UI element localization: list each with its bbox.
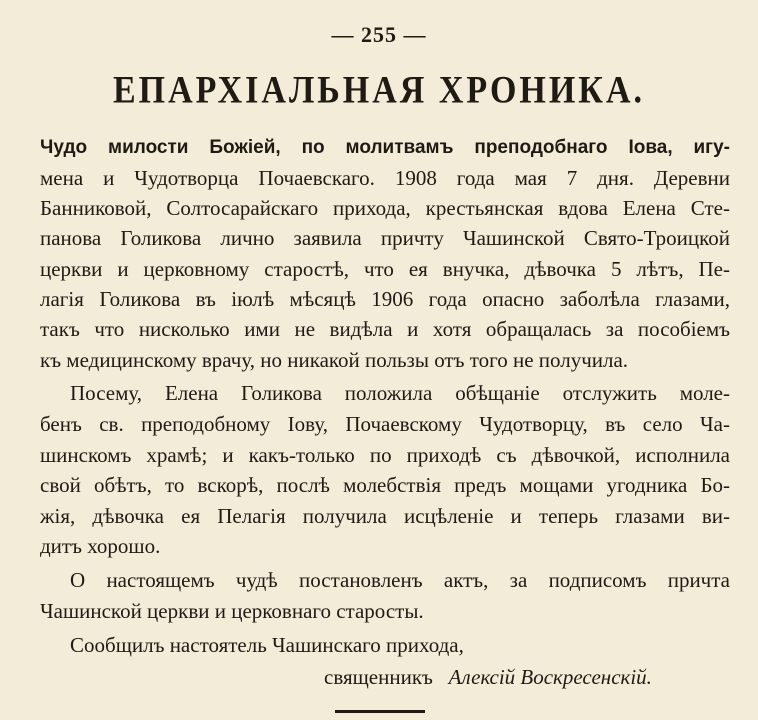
article-line: такъ что нисколько ими не видѣла и хотя обращалась за пособіемъ (40, 317, 730, 341)
page-number: — 255 — (331, 22, 427, 47)
article-line: свой обѣтъ, то вскорѣ, послѣ молебствія предъ мощами угодника Бо- (40, 473, 730, 497)
article-line: церкви и церковному старостѣ, что ея внучка, дѣвочка 5 лѣтъ, Пе- (40, 257, 730, 281)
article-line: О настоящемъ чудѣ постановленъ актъ, за подписомъ причта (70, 568, 730, 592)
article-line: панова Голикова лично заявила причту Чашинской Свято-Троицкой (40, 226, 730, 250)
article-line: лагія Голикова въ іюлѣ мѣсяцѣ 1906 года опасно заболѣла глазами, (40, 287, 730, 311)
article-line: Сообщилъ настоятель Чашинскаго прихода, (70, 633, 464, 657)
article-line: Чашинской церкви и церковнаго старосты. (40, 599, 424, 623)
article-line: жія, дѣвочка ея Пелагія получила исцѣленіе и теперь глазами ви- (40, 504, 730, 528)
article-line: шинскомъ храмѣ; и какъ-только по приходѣ съ дѣвочкой, исполнила (40, 443, 730, 467)
signature-name: Алексій Воскресенскій. (448, 665, 652, 689)
article-line: бенъ св. преподобному Іову, Почаевскому Чудотворцу, въ село Ча- (40, 412, 730, 436)
article-line: Посему, Елена Голикова положила обѣщаніе отслужить моле- (70, 381, 730, 405)
signature-line (40, 662, 730, 692)
article-line: дитъ хорошо. (40, 534, 161, 558)
signature-title: священникъ (324, 665, 433, 689)
article-line: мена и Чудотворца Почаевскаго. 1908 года мая 7 дня. Деревни (40, 166, 730, 190)
article-line: Чудо милости Божіей, по молитвамъ преподобнаго Іова, игу- (40, 137, 730, 158)
article-line: къ медицинскому врачу, но никакой пользы отъ того не получила. (40, 348, 629, 372)
section-heading: ЕПАРХІАЛЬНАЯ ХРОНИКА. (112, 69, 645, 112)
article-line: Банниковой, Солтосарайскаго прихода, крестьянская вдова Елена Сте- (40, 196, 730, 220)
end-rule (335, 710, 425, 713)
